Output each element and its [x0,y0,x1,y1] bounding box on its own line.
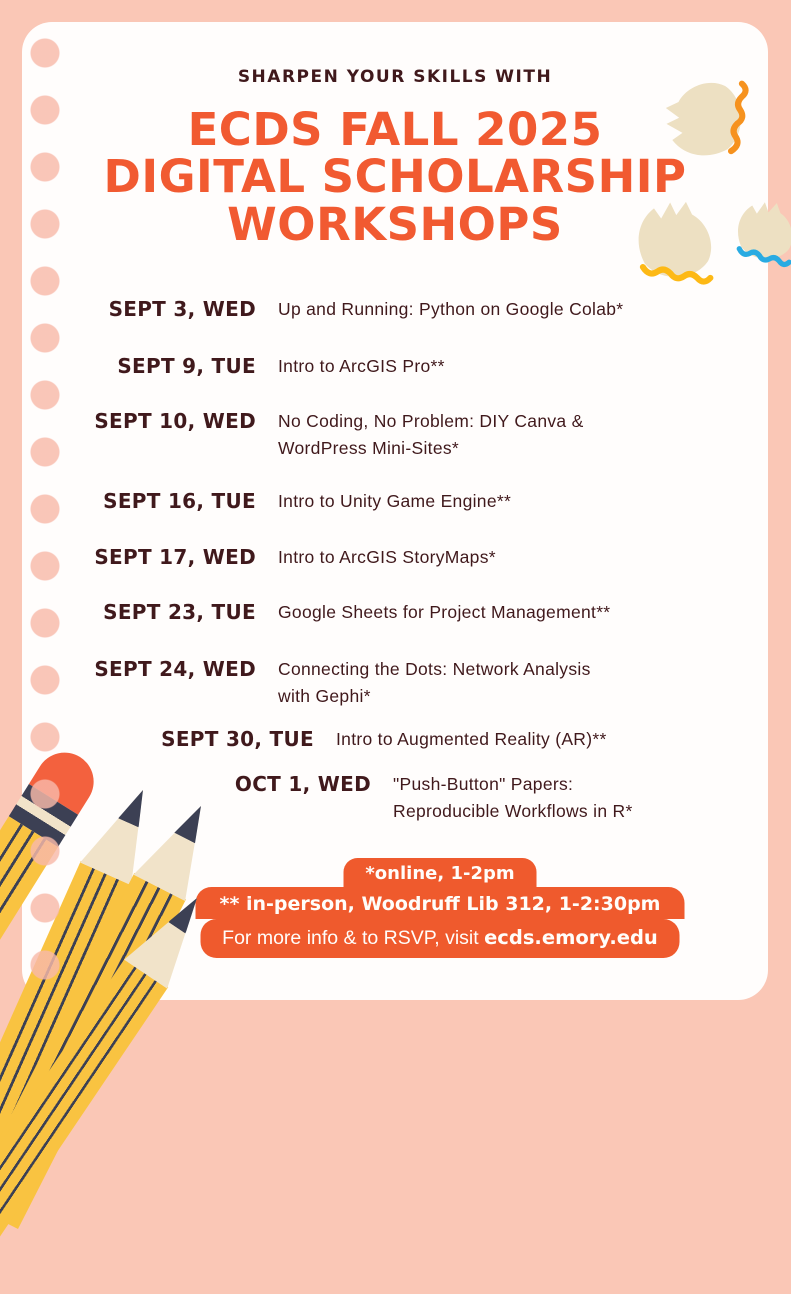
workshop-row [84,544,752,571]
title-line-3: WORKSHOPS [227,197,563,251]
workshop-date: OCT 1, WED [234,772,371,796]
workshop-title: Up and Running: Python on Google Colab* [278,299,624,319]
workshop-date: SEPT 30, TUE [161,727,314,751]
workshop-title: Intro to ArcGIS StoryMaps* [278,547,496,567]
workshop-title: Intro to Augmented Reality (AR)** [336,729,607,749]
workshop-row [84,599,752,626]
workshop-row [84,296,752,323]
workshop-schedule [84,296,752,825]
workshop-date: SEPT 16, TUE [103,489,256,513]
workshop-row [199,771,752,825]
workshop-title: Intro to Unity Game Engine** [278,491,512,511]
workshop-date: SEPT 24, WED [94,657,256,681]
info-banner [196,858,685,958]
title-line-2: DIGITAL SCHOLARSHIP [103,150,687,204]
workshop-row [84,408,752,462]
workshop-date: SEPT 3, WED [108,297,256,321]
workshop-date: SEPT 10, WED [94,409,256,433]
workshop-row [84,656,752,710]
pencil-shaving-icon [621,192,731,295]
workshop-row [84,353,752,380]
rsvp-text: For more info & to RSVP, visit [222,927,485,949]
workshop-title: No Coding, No Problem: DIY Canva & WordPress Mini-Sites* [278,411,584,458]
rsvp-note [200,919,680,958]
workshop-title: Google Sheets for Project Management** [278,602,611,622]
workshop-title: Intro to ArcGIS Pro** [278,356,445,376]
workshop-title: "Push-Button" Papers: Reproducible Workflows in R* [393,774,633,821]
workshop-date: SEPT 23, TUE [103,600,256,624]
online-note: *online, 1-2pm [343,858,536,887]
inperson-note: ** in-person, Woodruff Lib 312, 1-2:30pm [196,887,685,919]
workshop-row [142,726,752,753]
pencil-shaving-icon [657,67,759,169]
workshop-row [84,488,752,515]
workshop-date: SEPT 17, WED [94,545,256,569]
rsvp-url: ecds.emory.edu [484,926,658,949]
workshop-date: SEPT 9, TUE [117,354,256,378]
kicker-text: SHARPEN YOUR SKILLS WITH [237,67,553,87]
title-line-1: ECDS FALL 2025 [187,103,603,156]
workshop-title: Connecting the Dots: Network Analysis with Gephi* [278,659,591,706]
